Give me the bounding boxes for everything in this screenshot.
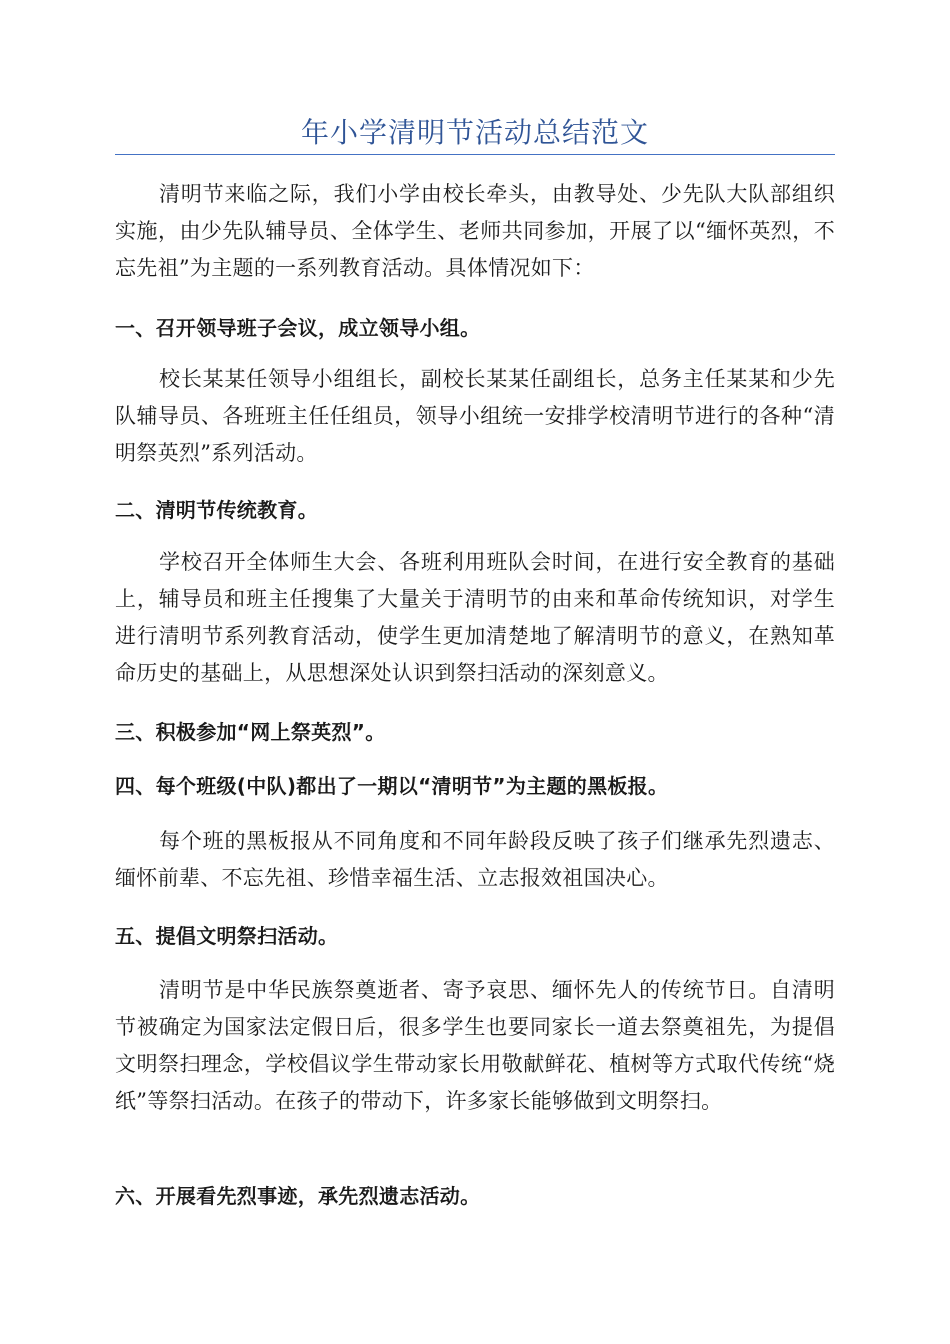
section-heading-3: 三、积极参加“网上祭英烈”。: [115, 720, 386, 744]
section-body-2: 学校召开全体师生大会、各班利用班队会时间，在进行安全教育的基础上，辅导员和班主任搜集了大量关于清明节的由来和革命传统知识，对学生进行清明节系列教育活动，使学生更加清楚地了解清明节的意义，在熟知革命历史的基础上，从思想深处认识到祭扫活动的深刻意义。: [115, 550, 835, 685]
section-heading-5: 五、提倡文明祭扫活动。: [115, 924, 339, 948]
section-heading-6: 六、开展看先烈事迹，承先烈遗志活动。: [115, 1184, 481, 1208]
section-body-5: 清明节是中华民族祭奠逝者、寄予哀思、缅怀先人的传统节日。自清明节被确定为国家法定假日后，很多学生也要同家长一道去祭奠祖先，为提倡文明祭扫理念，学校倡议学生带动家长用敬献鲜花、植树等方式取代传统“烧纸”等祭扫活动。在孩子的带动下，许多家长能够做到文明祭扫。: [115, 978, 835, 1113]
title-underline: [115, 154, 835, 155]
intro-paragraph: 清明节来临之际，我们小学由校长牵头，由教导处、少先队大队部组织实施，由少先队辅导员、全体学生、老师共同参加，开展了以“缅怀英烈，不忘先祖”为主题的一系列教育活动。具体情况如下：: [115, 182, 835, 280]
document-title: 年小学清明节活动总结范文: [300, 116, 649, 149]
section-body-1: 校长某某任领导小组组长，副校长某某任副组长，总务主任某某和少先队辅导员、各班班主任任组员，领导小组统一安排学校清明节进行的各种“清明祭英烈”系列活动。: [115, 367, 835, 465]
section-heading-2: 二、清明节传统教育。: [115, 498, 318, 522]
section-body-4: 每个班的黑板报从不同角度和不同年龄段反映了孩子们继承先烈遗志、缅怀前辈、不忘先祖、珍惜幸福生活、立志报效祖国决心。: [115, 829, 835, 890]
section-heading-1: 一、召开领导班子会议，成立领导小组。: [115, 316, 481, 340]
section-heading-4: 四、每个班级(中队)都出了一期以“清明节”为主题的黑板报。: [115, 774, 669, 798]
